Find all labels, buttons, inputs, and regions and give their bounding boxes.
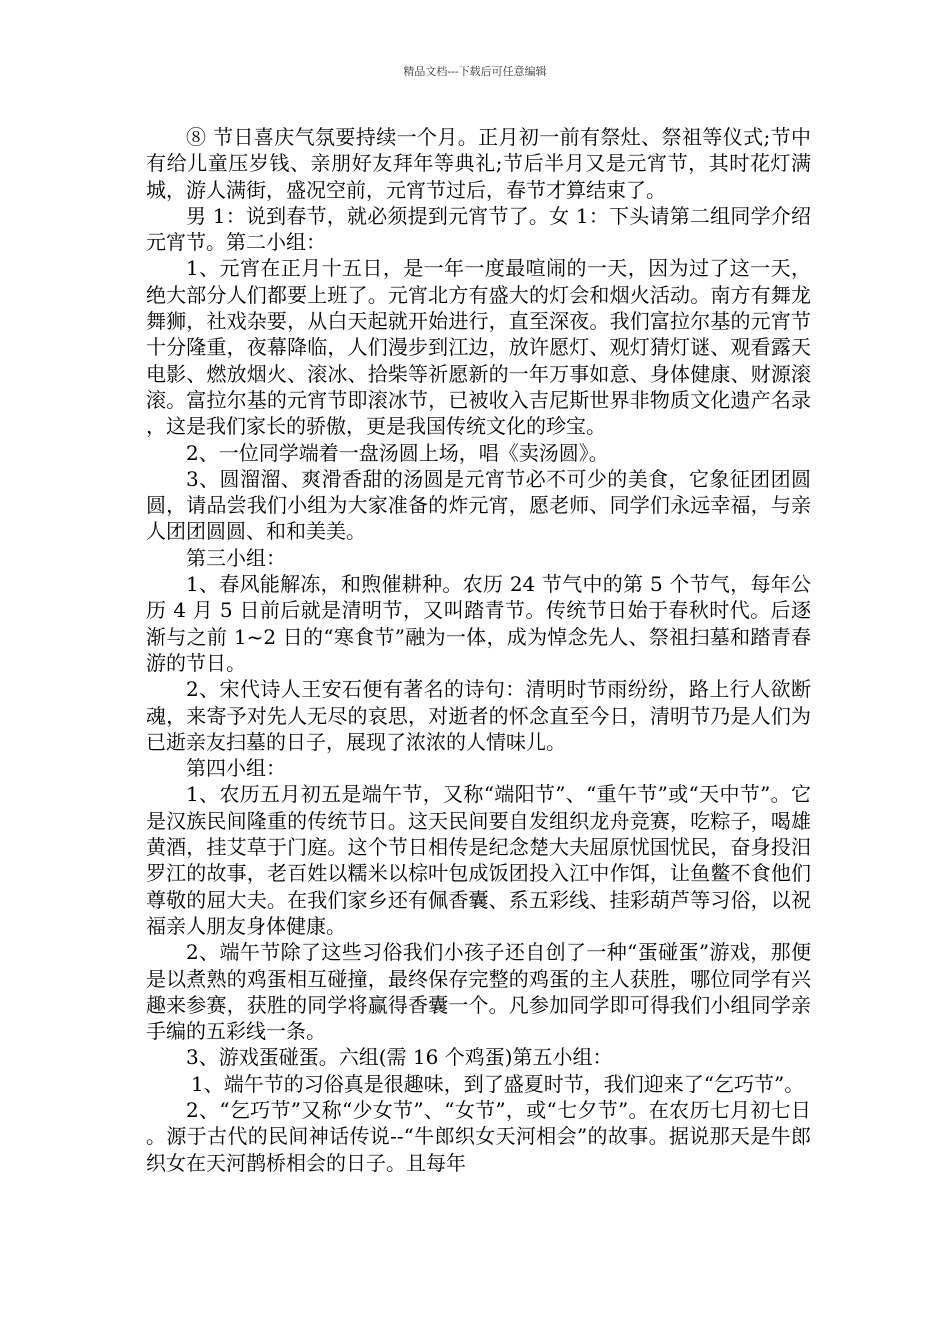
paragraph-egg-game-play: 3、游戏蛋碰蛋。六组(需 16 个鸡蛋)第五小组： xyxy=(186,1045,613,1070)
paragraph-lantern-festival-intro: 1、元宵在正月十五日，是一年一度最喧闹的一天，因为过了这一天，绝大部分人们都要上班了。元宵北方有盛大的灯会和烟火活动。南方有舞龙舞狮，社戏杂要，从白天起就开始进行，直至深夜。我们富拉尔基的元宵节十分隆重，夜幕降临，人们漫步到江边，放许愿灯、观灯猜灯谜、观看露天电影、燃放烟火、滚冰、拾柴等祈愿新的一年万事如意、身体健康、财源滚滚。富拉尔基的元宵节即滚冰节，已被收入吉尼斯世界非物质文化遗产名录，这是我们家长的骄傲，更是我国传统文化的珍宝。 xyxy=(146,256,811,439)
paragraph-qiqiao-intro: 1、端午节的习俗真是很趣味，到了盛夏时节，我们迎来了“乞巧节”。 xyxy=(191,1071,805,1096)
paragraph-qingming-poem: 2、宋代诗人王安石便有著名的诗句：清明时节雨纷纷，路上行人欲断魂，来寄予对先人无尽的哀思，对逝者的怀念直至今日，清明节乃是人们为已逝亲友扫墓的日子，展现了浓浓的人情味儿。 xyxy=(146,677,811,754)
paragraph-qiqiao-legend: 2、“乞巧节”又称“少女节”、“女节”，或“七夕节”。在农历七月初七日。源于古代的民间神话传说--“牛郎织女天河相会”的故事。据说那天是牛郎织女在天河鹊桥相会的日子。且每年 xyxy=(146,1097,811,1175)
paragraph-festival-mood: ⑧ 节日喜庆气氛要持续一个月。正月初一前有祭灶、祭祖等仪式;节中有给儿童压岁钱、亲朋好友拜年等典礼;节后半月又是元宵节，其时花灯满城，游人满街，盛况空前，元宵节过后，春节才算结束了。 xyxy=(146,125,811,202)
page-header: 精品文档---下载后可任意编辑 xyxy=(403,65,547,78)
paragraph-host-dialogue: 男 1：说到春节，就必须提到元宵节了。女 1：下头请第二组同学介绍元宵节。第二小组： xyxy=(146,203,811,255)
paragraph-tangyuan-wishes: 3、圆溜溜、爽滑香甜的汤圆是元宵节必不可少的美食，它象征团团圆圆，请品尝我们小组为大家准备的炸元宵，愿老师、同学们永远幸福，与亲人团团圆圆、和和美美。 xyxy=(146,466,811,544)
heading-group-three: 第三小组： xyxy=(186,545,286,570)
heading-group-four: 第四小组： xyxy=(186,756,286,781)
paragraph-egg-game: 2、端午节除了这些习俗我们小孩子还自创了一种“蛋碰蛋”游戏，那便是以煮熟的鸡蛋相互碰撞，最终保存完整的鸡蛋的主人获胜，哪位同学有兴趣来参赛，获胜的同学将赢得香囊一个。凡参加同学即可得我们小组同学亲手编的五彩线一条。 xyxy=(146,940,811,1044)
paragraph-qingming-intro: 1、春风能解冻，和煦催耕种。农历 24 节气中的第 5 个节气，每年公历 4 月 5 日前后就是清明节，又叫踏青节。传统节日始于春秋时代。后逐渐与之前 1~2 日的“寒食节”融为一体，成为悼念先人、祭祖扫墓和踏青春游的节日。 xyxy=(146,572,811,675)
document-body xyxy=(146,124,811,1176)
paragraph-tangyuan-song: 2、一位同学端着一盘汤圆上场，唱《卖汤圆》。 xyxy=(186,440,609,465)
paragraph-duanwu-intro: 1、农历五月初五是端午节，又称“端阳节”、“重午节”或“天中节”。它是汉族民间隆重的传统节日。这天民间要自发组织龙舟竞赛，吃粽子，喝雄黄酒，挂艾草于门庭。这个节日相传是纪念楚大夫屈原忧国忧民，奋身投汨罗江的故事，老百姓以糯米以棕叶包成饭团投入江中作饵，让鱼鳖不食他们尊敬的屈大夫。在我们家乡还有佩香囊、系五彩线、挂彩葫芦等习俗，以祝福亲人朋友身体健康。 xyxy=(146,782,811,938)
